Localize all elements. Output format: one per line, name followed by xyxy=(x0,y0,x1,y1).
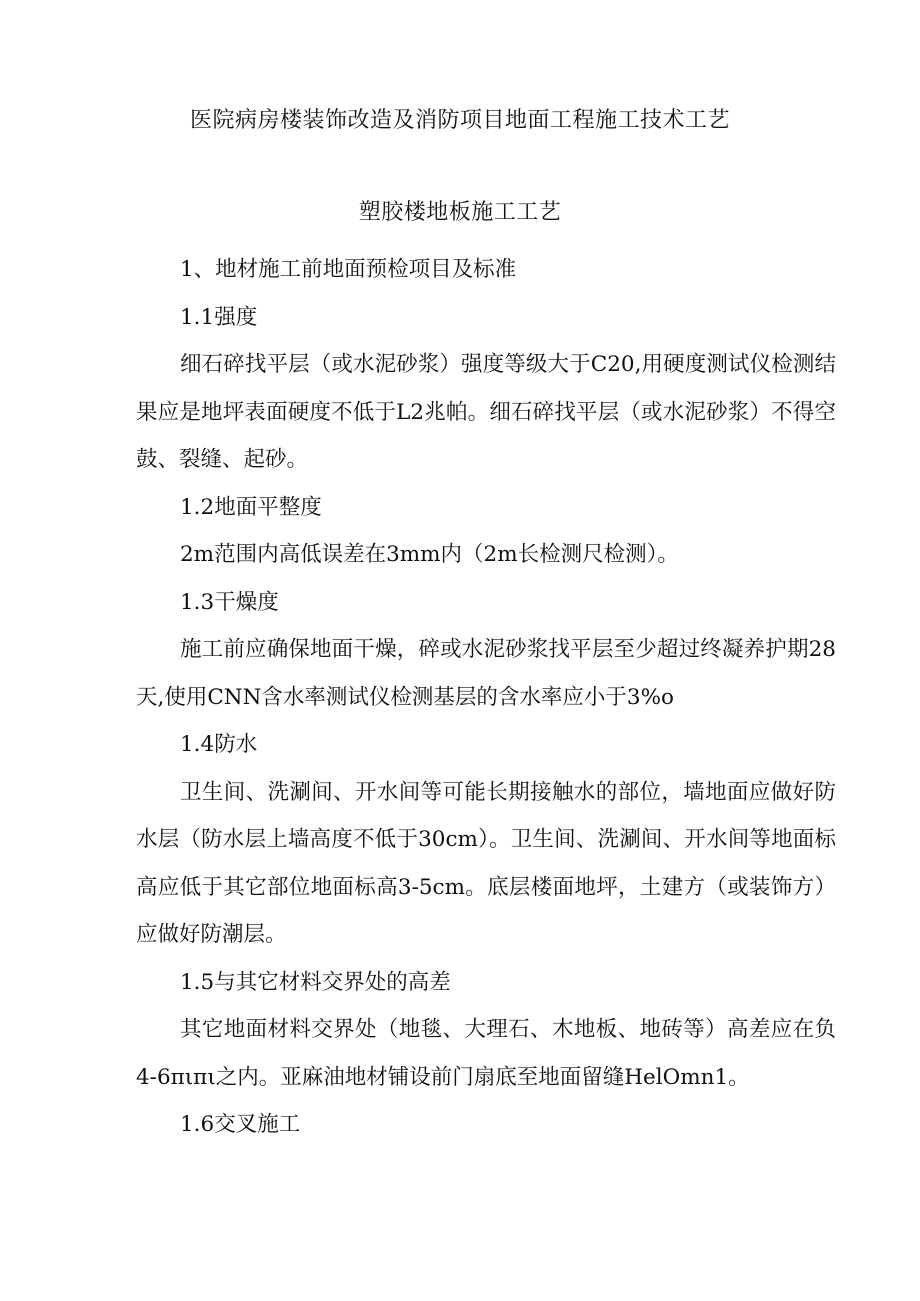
paragraph-strength: 细石碎找平层（或水泥砂浆）强度等级大于C20,用硬度测试仪检测结果应是地坪表面硬度不低于L2兆帕。细石碎找平层（或水泥砂浆）不得空鼓、裂缝、起砂。 xyxy=(136,352,836,472)
paragraph-waterproof: 卫生间、洗涮间、开水间等可能长期接触水的部位，墙地面应做好防水层（防水层上墙高度不低于30cm）。卫生间、洗涮间、开水间等地面标高应低于其它部位地面标高3-5cm。底层楼面地坪，土建方（或装饰方）应做好防潮层。 xyxy=(136,779,836,947)
heading-1-4: 1.4防水 xyxy=(180,732,258,757)
heading-1-5: 1.5与其它材料交界处的高差 xyxy=(180,969,451,995)
section-title: 塑胶楼地板施工工艺 xyxy=(358,200,562,225)
heading-1-1: 1.1强度 xyxy=(180,304,258,330)
heading-1-6: 1.6交叉施工 xyxy=(180,1112,301,1137)
paragraph-flatness: 2m范围内高低误差在3mm内（2m长检测尺检测）。 xyxy=(180,542,679,567)
heading-1-2: 1.2地面平整度 xyxy=(180,494,322,520)
document-title: 医院病房楼装饰改造及消防项目地面工程施工技术工艺 xyxy=(189,108,730,133)
paragraph-height-difference: 其它地面材料交界处（地毯、大理石、木地板、地砖等）高差应在负4-6πιπι之内。亚麻油地材铺设前门扇底至地面留缝HelOmn1。 xyxy=(136,1017,836,1090)
heading-1: 1、地材施工前地面预检项目及标准 xyxy=(180,257,517,282)
document-body xyxy=(136,246,836,1149)
paragraph-dryness: 施工前应确保地面干燥，碎或水泥砂浆找平层至少超过终凝养护期28天,使用CNN含水率测试仪检测基层的含水率应小于3%o xyxy=(136,637,836,710)
heading-1-3: 1.3干燥度 xyxy=(180,589,279,615)
